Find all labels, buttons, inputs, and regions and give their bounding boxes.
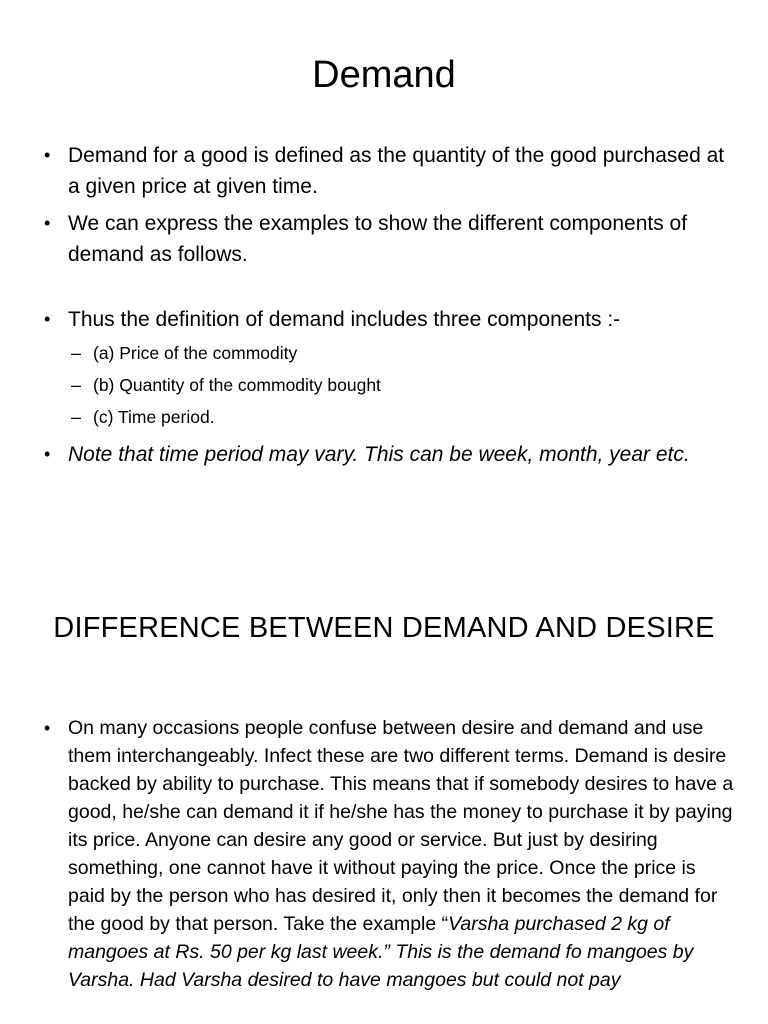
sub-bullet-item <box>68 337 734 369</box>
dash-icon: – <box>71 343 82 363</box>
sub-bullet-item <box>68 401 734 433</box>
bullet-text: We can express the examples to show the different components of demand as follows. <box>68 212 688 266</box>
bullet-dot-icon: • <box>44 718 51 738</box>
sub-bullet-text: (c) Time period. <box>93 407 215 427</box>
bullet-dot-icon: • <box>44 444 51 464</box>
bullet-item <box>44 208 734 270</box>
slide-title: DIFFERENCE BETWEEN DEMAND AND DESIRE <box>53 612 715 644</box>
dash-icon: – <box>71 375 82 395</box>
bullet-dot-icon: • <box>44 213 51 233</box>
paragraph-italic-text: Varsha purchased 2 kg of mangoes at Rs. 50 per kg last week.” This is the demand fo mangoes by Varsha. Had Varsha desired to have mangoes but could not pay <box>68 913 694 991</box>
bullet-item <box>44 304 734 433</box>
bullet-dot-icon: • <box>44 145 51 165</box>
bullet-dot-icon: • <box>44 309 51 329</box>
dash-icon: – <box>71 407 82 427</box>
bullet-text: Demand for a good is defined as the quantity of the good purchased at a given price at given time. <box>68 144 725 198</box>
bullet-item <box>44 439 734 470</box>
bullet-text: Thus the definition of demand includes three components :- <box>68 308 621 331</box>
bullet-list <box>44 714 734 1000</box>
bullet-list <box>44 140 734 476</box>
sub-bullet-item <box>68 369 734 401</box>
sub-bullet-list <box>68 337 734 433</box>
sub-bullet-text: (b) Quantity of the commodity bought <box>93 375 381 395</box>
slide-demand-vs-desire <box>0 560 768 1024</box>
slide-title: Demand <box>312 54 456 96</box>
bullet-item <box>44 140 734 202</box>
bullet-item <box>44 714 734 994</box>
sub-bullet-text: (a) Price of the commodity <box>93 343 298 363</box>
bullet-text: Note that time period may vary. This can be week, month, year etc. <box>68 443 690 466</box>
paragraph-text: On many occasions people confuse between desire and demand and use them interchangeably. Infect these are two different terms. Demand is desire backed by ability to purchase. This means that if somebody desires to have a good, he/she can demand it if he/she has the money to purchase it by paying its price. Anyone can desire any good or service. But just by desiring something, one cannot have it without paying the price. Once the price is paid by the person who has desired it, only then it becomes the demand for the good by that person. Take the example “ <box>68 717 734 935</box>
